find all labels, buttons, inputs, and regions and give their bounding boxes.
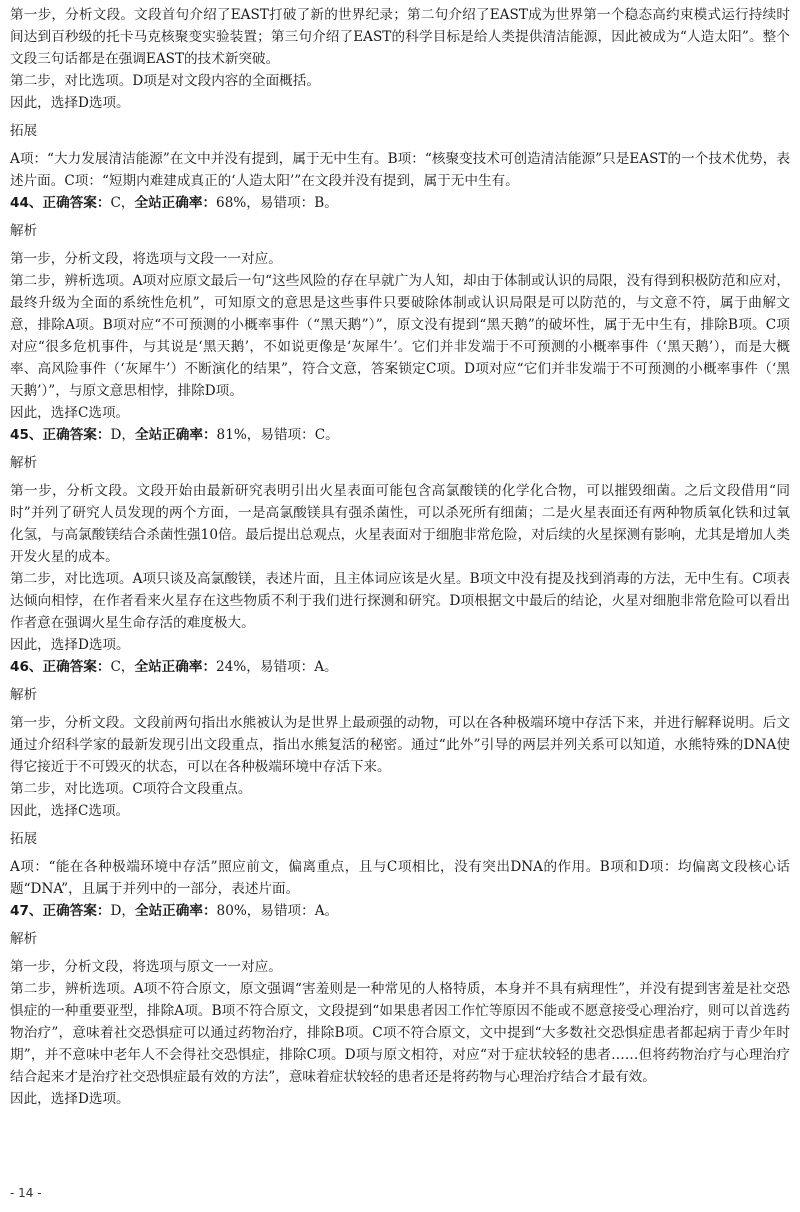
q45-rate-label: 全站正确率： [134,427,217,443]
q46-conclusion: 因此，选择C选项。 [10,803,130,819]
q46-analysis-step1: 第一步，分析文段。文段前两句指出水熊被认为是世界上最顽强的动物，可以在各种极端环境中存活下来，并进行解释说明。后文通过介绍科学家的最新发现引出文段重点，指出水熊复活的秘密。通过“此外”引导的两层并列关系可以知道，水熊特殊的DNA使得它接近于不可毁灭的状态，可以在各种极端环境中存活下来。 [10,715,790,775]
q45-analysis-step1: 第一步，分析文段。文段开始由最新研究表明引出火星表面可能包含高氯酸镁的化学化合物，可以摧毁细菌。之后文段借用“同时”并列了研究人员发现的两个方面，一是高氯酸镁具有强杀菌性，可以杀死所有细菌；二是火星表面还有两种物质氧化铁和过氧化氢，与高氯酸镁结合杀菌性强10倍。最后提出总观点，火星表面对于细胞非常危险，对后续的火星探测有影响，尤其是增加人类开发火星的成本。 [10,483,790,565]
q47-answer-label: 正确答案： [42,903,111,919]
document-page [10,4,790,1110]
page-number: - 14 - [10,1186,42,1200]
q46-rate-label: 全站正确率： [134,659,217,675]
q43-extension-label: 拓展 [10,123,38,139]
q47-answer: D， [110,903,135,919]
q45-answer: D， [110,427,135,443]
q43-analysis-step1: 第一步，分析文段。文段首句介绍了EAST打破了新的世界纪录；第二句介绍了EAST成为世界第一个稳态高约束模式运行持续时间达到百秒级的托卡马克核聚变实验装置；第三句介绍了EAST的科学目标是给人类提供清洁能源，因此被成为“人造太阳”。整个文段三句话都是在强调EAST的技术新突破。 [10,7,790,67]
q46-analysis-step2: 第二步，对比选项。C项符合文段重点。 [10,781,252,797]
q45-number: 45、 [10,427,43,443]
q45-answer-label: 正确答案： [42,427,111,443]
q43-conclusion: 因此，选择D选项。 [10,95,130,111]
q46-answer-label: 正确答案： [42,659,111,675]
q43-extension-text: A项：“大力发展清洁能源”在文中并没有提到，属于无中生有。B项：“核聚变技术可创造清洁能源”只是EAST的一个技术优势，表述片面。C项：“短期内难建成真正的‘人造太阳’”在文段并没有提到，属于无中生有。 [10,151,790,189]
q45-analysis-step2: 第二步，对比选项。A项只谈及高氯酸镁，表述片面，且主体词应该是火星。B项文中没有提及找到消毒的方法，无中生有。C项表达倾向相悖，在作者看来火星存在这些物质不利于我们进行探测和研究。D项根据文中最后的结论，火星对细胞非常危险可以看出作者意在强调火星生命存活的难度极大。 [10,571,790,631]
q46-answer: C， [110,659,135,675]
q47-rate-label: 全站正确率： [134,903,217,919]
q44-answer-header [10,192,790,214]
q45-conclusion: 因此，选择D选项。 [10,637,130,653]
q44-analysis-step1: 第一步，分析文段，将选项与文段一一对应。 [10,251,282,267]
q46-extension-text: A项：“能在各种极端环境中存活”照应前文，偏离重点，且与C项相比，没有突出DNA的作用。B项和D项：均偏离文段核心话题“DNA”，且属于并列中的一部分，表述片面。 [10,859,790,897]
q44-analysis-label: 解析 [10,223,38,239]
q47-number: 47、 [10,903,43,919]
q44-number: 44、 [10,195,43,211]
q46-analysis-label: 解析 [10,687,38,703]
q47-analysis-label: 解析 [10,931,38,947]
q44-analysis-step2: 第二步，辨析选项。A项对应原文最后一句“这些风险的存在早就广为人知，却由于体制或认识的局限，没有得到积极防范和应对，最终升级为全面的系统性危机”，可知原文的意思是这些事件只要破除体制或认识局限是可以防范的，与文意不符，属于曲解文意，排除A项。B项对应“不可预测的小概率事件（“黑天鹅”）”，原文没有提到“黑天鹅”的破坏性，属于无中生有，排除B项。C项对应“很多危机事件，与其说是‘黑天鹅’，不如说更像是‘灰犀牛’。它们并非发端于不可预测的小概率事件（‘黑天鹅’），而是大概率、高风险事件（‘灰犀牛’）不断演化的结果”，符合文意，答案锁定C项。D项对应“它们并非发端于不可预测的小概率事件（‘黑天鹅’）”，与原文意思相悖，排除D项。 [10,273,790,399]
q44-answer-label: 正确答案： [42,195,111,211]
q45-answer-header [10,424,790,446]
q43-analysis-step2: 第二步，对比选项。D项是对文段内容的全面概括。 [10,73,320,89]
q45-rate: 81%，易错项：C。 [216,427,339,443]
q46-rate: 24%，易错项：A。 [216,659,338,675]
q47-answer-header [10,900,790,922]
q46-extension-label: 拓展 [10,831,38,847]
q44-conclusion: 因此，选择C选项。 [10,405,130,421]
q46-number: 46、 [10,659,43,675]
q44-rate-label: 全站正确率： [134,195,217,211]
q46-answer-header [10,656,790,678]
q44-answer: C， [110,195,135,211]
q47-rate: 80%，易错项：A。 [216,903,339,919]
q44-rate: 68%，易错项：B。 [216,195,338,211]
q47-analysis-step1: 第一步，分析文段，将选项与原文一一对应。 [10,959,282,975]
q47-conclusion: 因此，选择D选项。 [10,1091,130,1107]
q45-analysis-label: 解析 [10,455,38,471]
q47-analysis-step2: 第二步，辨析选项。A项不符合原文，原文强调“害羞则是一种常见的人格特质，本身并不具有病理性”，并没有提到害羞是社交恐惧症的一种重要亚型，排除A项。B项不符合原文，文段提到“如果患者因工作忙等原因不能或不愿意接受心理治疗，则可以首选药物治疗”，意味着社交恐惧症可以通过药物治疗，排除B项。C项不符合原文，文中提到“大多数社交恐惧症患者都起病于青少年时期”，并不意味中老年人不会得社交恐惧症，排除C项。D项与原文相符，对应“对于症状较轻的患者……但将药物治疗与心理治疗结合起来才是治疗社交恐惧症最有效的方法”，意味着症状较轻的患者还是将药物与心理治疗结合才最有效。 [10,981,790,1085]
